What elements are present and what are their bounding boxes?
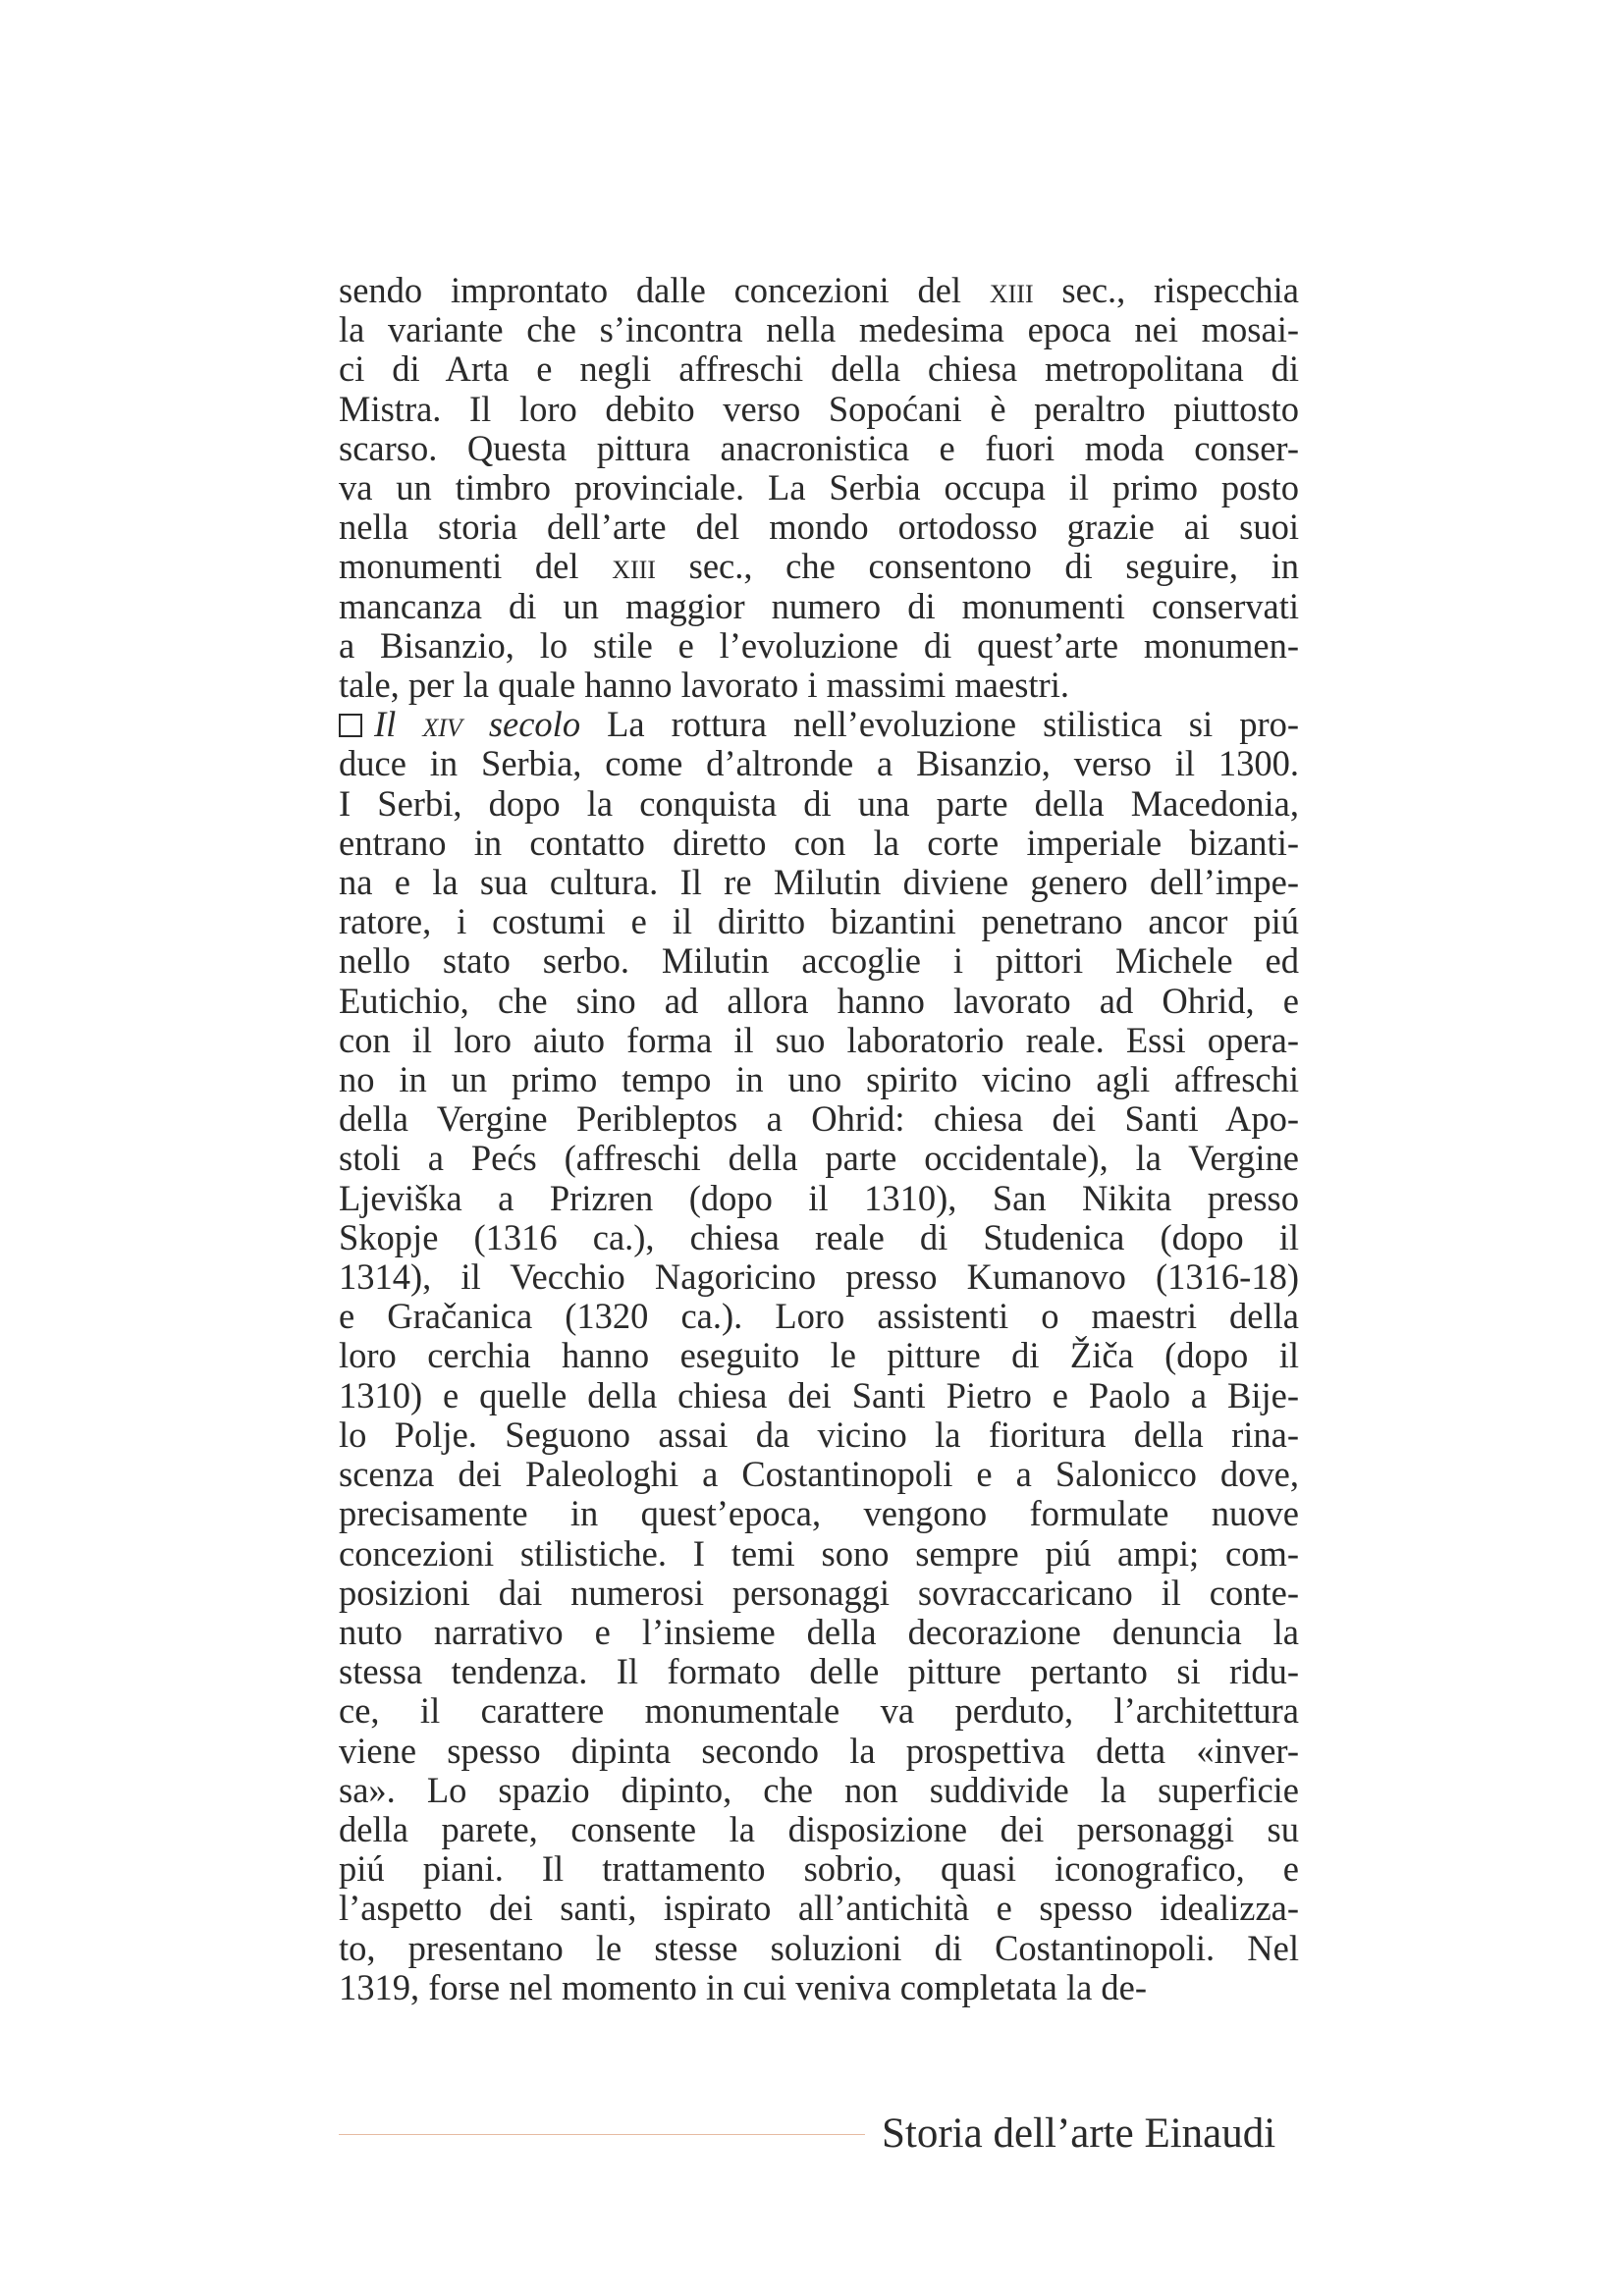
text-line xyxy=(339,468,1299,507)
text-run: loro cerchia hanno eseguito le pitture di Žiča (dopo il xyxy=(339,1335,1299,1376)
text-line xyxy=(339,902,1299,941)
text-run: precisamente in quest’epoca, vengono formulate nuove xyxy=(339,1493,1299,1534)
text-line xyxy=(339,982,1299,1021)
text-line xyxy=(339,547,1299,586)
text-line xyxy=(339,863,1299,902)
text-line xyxy=(339,824,1299,863)
text-line xyxy=(339,310,1299,349)
text-run: ce, il carattere monumentale va perduto, l’architettura xyxy=(339,1690,1299,1732)
text-run: nello stato serbo. Milutin accoglie i pittori Michele ed xyxy=(339,940,1299,982)
century-numeral: xiii xyxy=(612,546,656,587)
text-line xyxy=(339,1179,1299,1218)
section-heading-numeral: xiv xyxy=(422,704,462,745)
text-line xyxy=(339,744,1299,783)
text-run: scarso. Questa pittura anacronistica e fuori moda conser- xyxy=(339,427,1299,468)
text-line xyxy=(339,1257,1299,1297)
century-numeral: xiii xyxy=(989,270,1034,310)
text-run: tale, per la quale hanno lavorato i massimi maestri. xyxy=(339,665,1069,706)
text-run: l’aspetto dei santi, ispirato all’antichità e spesso idealizza- xyxy=(339,1888,1299,1929)
text-run: monumenti del xyxy=(339,546,613,587)
text-run: Ljeviška a Prizren (dopo il 1310), San Nikita presso xyxy=(339,1177,1299,1218)
text-line xyxy=(339,1415,1299,1455)
text-run: viene spesso dipinta secondo la prospettiva detta «inver- xyxy=(339,1730,1299,1771)
text-line xyxy=(339,1099,1299,1139)
text-line xyxy=(339,1494,1299,1533)
text-run: a Bisanzio, lo stile e l’evoluzione di quest’arte monumen- xyxy=(339,624,1299,666)
text-line xyxy=(339,390,1299,429)
text-line xyxy=(339,1889,1299,1928)
text-line xyxy=(339,626,1299,666)
text-run: no in un primo tempo in uno spirito vicino agli affreschi xyxy=(339,1059,1299,1100)
text-run: lo Polje. Seguono assai da vicino la fioritura della rina- xyxy=(339,1414,1299,1455)
text-run: Skopje (1316 ca.), chiesa reale di Studenica (dopo il xyxy=(339,1216,1299,1257)
text-line xyxy=(339,1691,1299,1731)
text-run: mancanza di un maggior numero di monumenti conservati xyxy=(339,585,1299,626)
text-line xyxy=(339,1732,1299,1771)
text-run: nuto narrativo e l’insieme della decorazione denuncia la xyxy=(339,1611,1299,1652)
text-line xyxy=(339,271,1299,310)
text-run: to, presentano le stesse soluzioni di Costantinopoli. Nel xyxy=(339,1927,1299,1968)
text-line xyxy=(339,1297,1299,1336)
text-run: concezioni stilistiche. I temi sono sempre piú ampi; com- xyxy=(339,1532,1299,1574)
text-run: della Vergine Peribleptos a Ohrid: chiesa dei Santi Apo- xyxy=(339,1098,1299,1140)
section-heading: secolo xyxy=(461,704,581,745)
text-run: della parete, consente la disposizione dei personaggi su xyxy=(339,1808,1299,1849)
text-run: Mistra. Il loro debito verso Sopoćani è peraltro piuttosto xyxy=(339,388,1299,429)
text-line xyxy=(339,429,1299,468)
text-run: e Gračanica (1320 ca.). Loro assistenti o maestri della xyxy=(339,1296,1299,1337)
footer-rule xyxy=(339,2134,865,2135)
text-run: ratore, i costumi e il diritto bizantini penetrano ancor piú xyxy=(339,901,1299,942)
text-run: sendo improntato dalle concezioni del xyxy=(339,270,990,310)
text-run: con il loro aiuto forma il suo laboratorio reale. Essi opera- xyxy=(339,1019,1299,1060)
text-line xyxy=(339,349,1299,389)
text-line xyxy=(339,1021,1299,1060)
text-run: stoli a Pećs (affreschi della parte occidentale), la Vergine xyxy=(339,1138,1299,1179)
text-run: 1310) e quelle della chiesa dei Santi Pietro e Paolo a Bije- xyxy=(339,1374,1299,1415)
text-line xyxy=(339,1139,1299,1178)
text-line xyxy=(339,507,1299,547)
text-line xyxy=(339,1574,1299,1613)
text-run: 1319, forse nel momento in cui veniva completata la de- xyxy=(339,1966,1148,2007)
text-line xyxy=(339,705,1299,744)
text-run: ci di Arta e negli affreschi della chiesa metropolitana di xyxy=(339,348,1299,390)
text-line xyxy=(339,1060,1299,1099)
text-line xyxy=(339,1968,1299,2007)
text-run: posizioni dai numerosi personaggi sovraccaricano il conte- xyxy=(339,1572,1299,1613)
text-run: piú piani. Il trattamento sobrio, quasi iconografico, e xyxy=(339,1848,1299,1890)
text-line xyxy=(339,941,1299,981)
text-line xyxy=(339,1810,1299,1849)
body-text xyxy=(339,271,1299,2007)
text-line xyxy=(339,1652,1299,1691)
text-run: na e la sua cultura. Il re Milutin diviene genero dell’impe- xyxy=(339,862,1299,903)
text-run: sec., rispecchia xyxy=(1033,270,1299,310)
section-heading: Il xyxy=(374,704,423,745)
section-box-icon xyxy=(339,714,362,737)
text-run: nella storia dell’arte del mondo ortodosso grazie ai suoi xyxy=(339,507,1299,548)
text-run: 1314), il Vecchio Nagoricino presso Kumanovo (1316-18) xyxy=(339,1256,1299,1298)
text-line xyxy=(339,1613,1299,1652)
text-line xyxy=(339,1336,1299,1375)
text-line xyxy=(339,1455,1299,1494)
text-run: la variante che s’incontra nella medesima epoca nei mosai- xyxy=(339,309,1299,350)
text-run: duce in Serbia, come d’altronde a Bisanzio, verso il 1300. xyxy=(339,743,1299,784)
text-run: La rottura nell’evoluzione stilistica si pro- xyxy=(580,704,1300,745)
text-run: va un timbro provinciale. La Serbia occupa il primo posto xyxy=(339,467,1299,508)
text-run: sec., che consentono di seguire, in xyxy=(655,546,1299,587)
text-line xyxy=(339,1771,1299,1810)
text-run: scenza dei Paleologhi a Costantinopoli e a Salonicco dove, xyxy=(339,1454,1299,1495)
text-line xyxy=(339,666,1299,705)
text-run: sa». Lo spazio dipinto, che non suddivide la superficie xyxy=(339,1769,1299,1810)
text-line xyxy=(339,784,1299,824)
text-line xyxy=(339,1929,1299,1968)
footer-publication-title: Storia dell’arte Einaudi xyxy=(882,2110,1276,2157)
text-line xyxy=(339,1376,1299,1415)
text-line xyxy=(339,1849,1299,1889)
text-line xyxy=(339,1534,1299,1574)
text-run: entrano in contatto diretto con la corte imperiale bizanti- xyxy=(339,822,1299,863)
text-run: Eutichio, che sino ad allora hanno lavorato ad Ohrid, e xyxy=(339,980,1299,1021)
text-line xyxy=(339,587,1299,626)
text-run: stessa tendenza. Il formato delle pitture pertanto si ridu- xyxy=(339,1651,1299,1692)
text-line xyxy=(339,1218,1299,1257)
text-run: I Serbi, dopo la conquista di una parte della Macedonia, xyxy=(339,782,1299,824)
